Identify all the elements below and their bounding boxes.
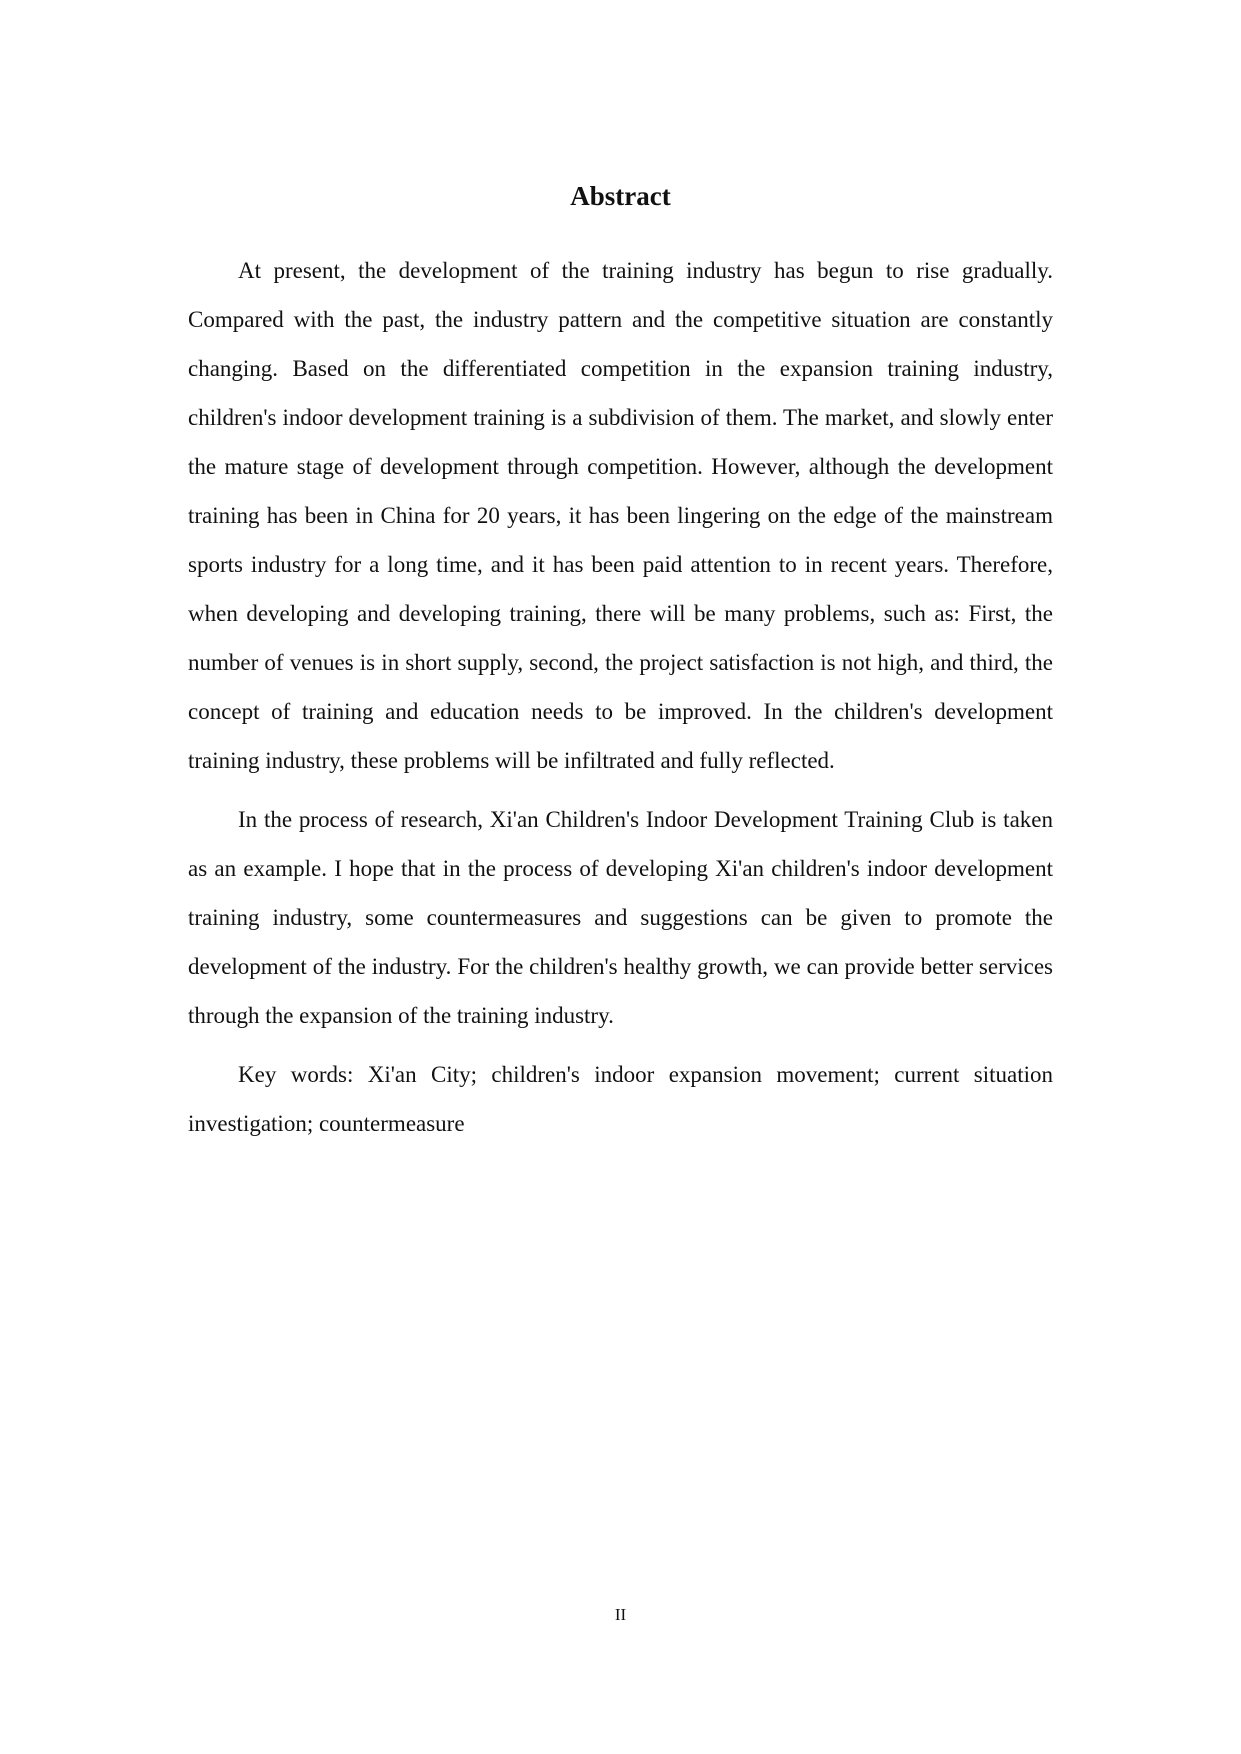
abstract-paragraph-2: In the process of research, Xi'an Children's Indoor Development Training Club is taken as an example. I hope that in the process of developing Xi'an children's indoor development training industry, some countermeasures and suggestions can be given to promote the development of the industry. For the children's healthy growth, we can provide better services through the expansion of the training industry.: [188, 807, 1053, 1028]
abstract-title: Abstract: [570, 181, 671, 211]
page-number: II: [614, 1605, 627, 1624]
abstract-paragraph-1: At present, the development of the training industry has begun to rise gradually. Compared with the past, the industry pattern and the competitive situation are constantly changing. Based on the differentiated competition in the expansion training industry, children's indoor development training is a subdivision of them. The market, and slowly enter the mature stage of development through competition. However, although the development training has been in China for 20 years, it has been lingering on the edge of the mainstream sports industry for a long time, and it has been paid attention to in recent years. Therefore, when developing and developing training, there will be many problems, such as: First, the number of venues is in short supply, second, the project satisfaction is not high, and third, the concept of training and education needs to be improved. In the children's development training industry, these problems will be infiltrated and fully reflected.: [188, 258, 1053, 773]
keywords-paragraph: Key words: Xi'an City; children's indoor expansion movement; current situation investigation; countermeasure: [188, 1062, 1053, 1136]
abstract-body: [188, 246, 1053, 1158]
